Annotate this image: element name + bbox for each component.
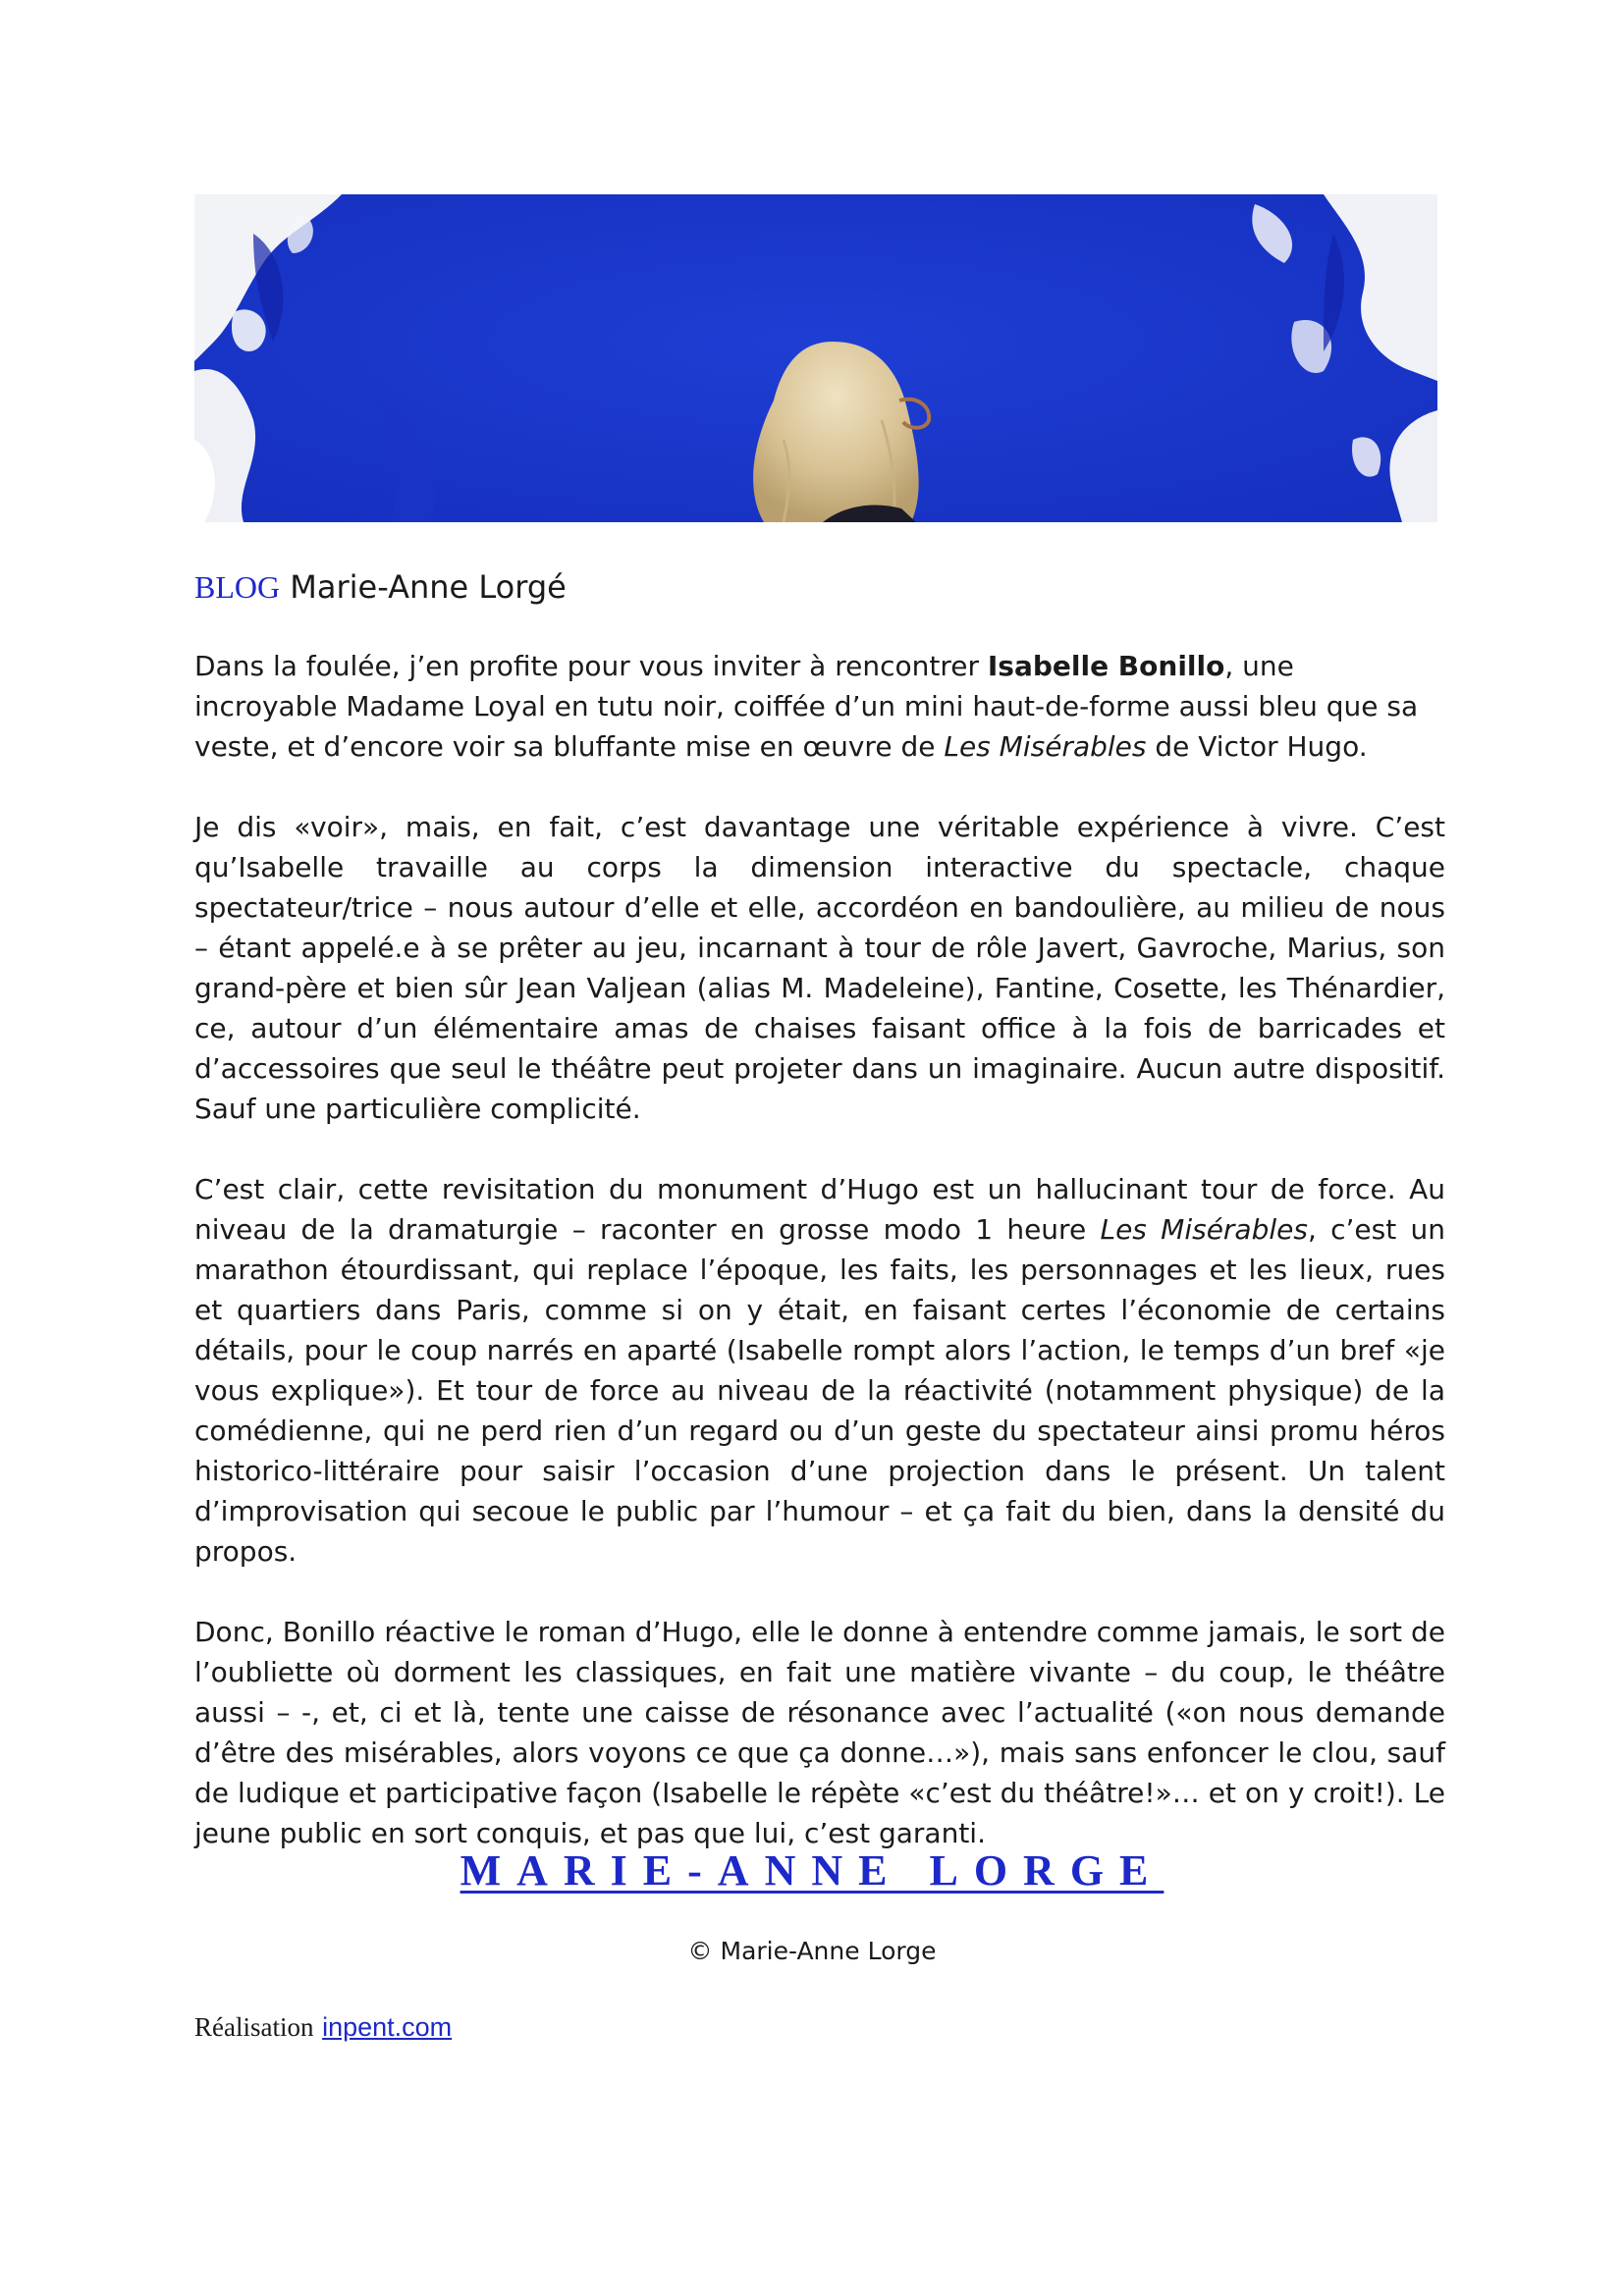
person-name: Isabelle Bonillo <box>987 650 1225 682</box>
book-title: Les Misérables <box>1100 1213 1308 1246</box>
signature <box>0 1845 1624 1896</box>
credit-label: Réalisation <box>194 2012 314 2042</box>
signature-link[interactable]: MARIE-ANNE LORGE <box>460 1846 1164 1895</box>
blog-author: Marie-Anne Lorgé <box>290 568 567 606</box>
article-body <box>194 646 1445 1894</box>
banner-image <box>194 194 1437 522</box>
paragraph-3: C’est clair, cette revisitation du monument d’Hugo est un hallucinant tour de force. Au niveau de la dramaturgie – raconter en grosse modo 1 heure Les Misérables, c’est un marathon étourdissant, qui replace l’époque, les faits, les personnages et les lieux, rues et quartiers dans Paris, comme si on y était, en faisant certes l’économie de certains détails, pour le coup narrés en aparté (Isabelle rompt alors l’action, le temps d’un bref «je vous explique»). Et tour de force au niveau de la réactivité (notamment physique) de la comédienne, qui ne perd rien d’un regard ou d’un geste du spectateur ainsi promu héros historico-littéraire pour saisir l’occasion d’une projection dans le présent. Un talent d’improvisation qui secoue le public par l’humour – et ça fait du bien, dans la densité du propos. <box>194 1173 1445 1568</box>
blog-header <box>194 567 567 607</box>
paragraph-1: Dans la foulée, j’en profite pour vous inviter à rencontrer Isabelle Bonillo, une incroyable Madame Loyal en tutu noir, coiffée d’un mini haut-de-forme aussi bleu que sa veste, et d’encore voir sa bluffante mise en œuvre de Les Misérables de Victor Hugo. <box>194 650 1419 763</box>
paragraph-4: Donc, Bonillo réactive le roman d’Hugo, elle le donne à entendre comme jamais, le sort de l’oubliette où dorment les classiques, en fait une matière vivante – du coup, le théâtre aussi – -, et, ci et là, tente une caisse de résonance avec l’actualité («on nous demande d’être des misérables, alors voyons ce que ça donne…»), mais sans enfoncer le clou, sauf de ludique et participative façon (Isabelle le répète «c’est du théâtre!»… et on y croit!). Le jeune public en sort conquis, et pas que lui, c’est garanti. <box>194 1616 1445 1849</box>
copyright-notice: © Marie-Anne Lorge <box>687 1937 937 1965</box>
blog-tag: BLOG <box>194 569 281 605</box>
paragraph-2: Je dis «voir», mais, en fait, c’est davantage une véritable expérience à vivre. C’est qu’Isabelle travaille au corps la dimension interactive du spectacle, chaque spectateur/trice – nous autour d’elle et elle, accordéon en bandoulière, au milieu de nous – étant appelé.e à se prêter au jeu, incarnant à tour de rôle Javert, Gavroche, Marius, son grand-père et bien sûr Jean Valjean (alias M. Madeleine), Fantine, Cosette, les Thénardier, ce, autour d’un élémentaire amas de chaises faisant office à la fois de barricades et d’accessoires que seul le théâtre peut projeter dans un imaginaire. Aucun autre dispositif. Sauf une particulière complicité. <box>194 811 1445 1125</box>
painting-photo <box>194 194 1437 522</box>
credit-line <box>194 2010 452 2045</box>
credit-link[interactable]: inpent.com <box>322 2012 453 2042</box>
book-title: Les Misérables <box>944 730 1147 763</box>
